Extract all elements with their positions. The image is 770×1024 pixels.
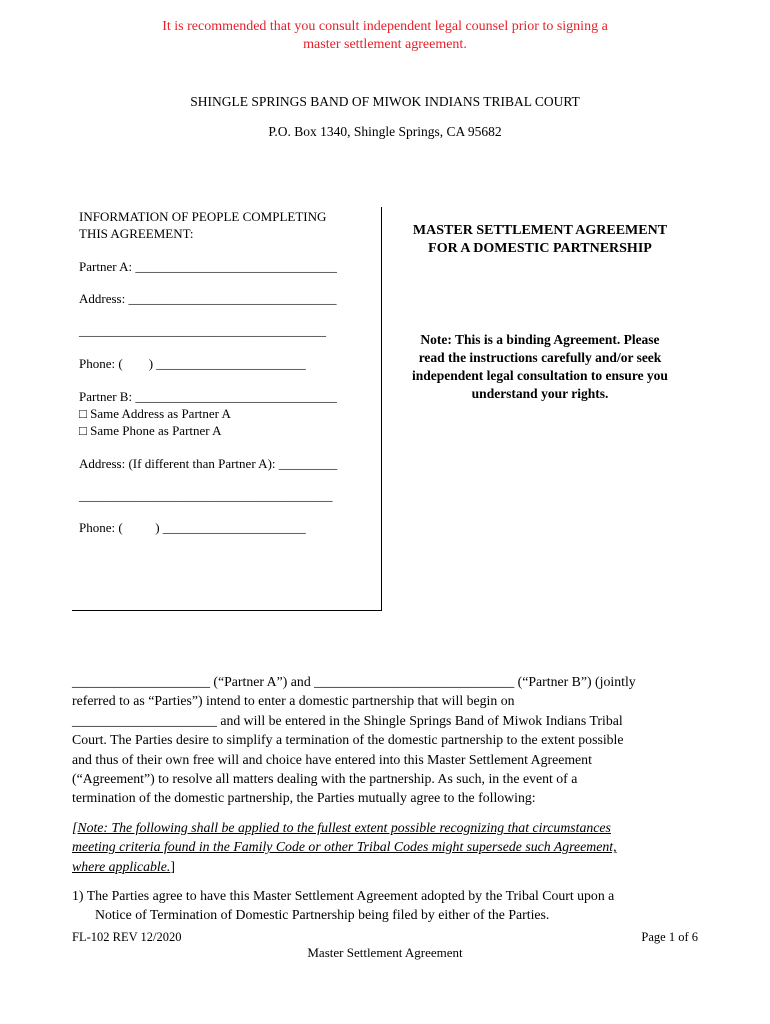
- note-line-2: meeting criteria found in the Family Code or other Tribal Codes might supersede such Agreement,: [72, 839, 617, 855]
- info-heading: [79, 208, 326, 242]
- form-id: FL-102 REV 12/2020: [72, 930, 182, 944]
- intro-line-5: and thus of their own free will and choice have entered into this Master Settlement Agreement: [72, 751, 592, 767]
- agreement-title: [380, 222, 700, 258]
- binding-note: [380, 331, 700, 403]
- address-b-field[interactable]: Address: (If different than Partner A): _________: [79, 456, 338, 471]
- binding-note-line-3: independent legal consultation to ensure you: [412, 368, 668, 383]
- intro-line-3[interactable]: _____________________ and will be entered in the Shingle Springs Band of Miwok Indians Tribal: [72, 712, 623, 728]
- court-name: SHINGLE SPRINGS BAND OF MIWOK INDIANS TRIBAL COURT: [190, 94, 580, 109]
- list-item-1-line-2: Notice of Termination of Domestic Partnership being filed by either of the Parties.: [95, 907, 550, 923]
- binding-note-line-2: read the instructions carefully and/or seek: [418, 350, 662, 365]
- same-address-checkbox[interactable]: □ Same Address as Partner A: [79, 406, 231, 421]
- info-heading-line-2: THIS AGREEMENT:: [79, 226, 194, 241]
- binding-note-line-4: understand your rights.: [471, 386, 609, 401]
- partner-b-field[interactable]: Partner B: _______________________________: [79, 389, 337, 404]
- intro-line-6: (“Agreement”) to resolve all matters dealing with the partnership. As such, in the event of a: [72, 771, 578, 787]
- intro-line-2: referred to as “Parties”) intend to enter a domestic partnership that will begin on: [72, 693, 515, 709]
- agreement-intro-paragraph: [72, 672, 692, 808]
- agreement-title-line-1: MASTER SETTLEMENT AGREEMENT: [412, 223, 668, 238]
- warning-line-1: It is recommended that you consult independent legal counsel prior to signing a: [162, 19, 608, 34]
- address-a-field[interactable]: Address: ________________________________: [79, 291, 337, 306]
- address-b-line2-field[interactable]: _______________________________________: [79, 488, 333, 503]
- list-item-1: [72, 886, 692, 925]
- address-a-line2-field[interactable]: ______________________________________: [79, 323, 326, 338]
- legal-counsel-warning: [0, 18, 770, 54]
- agreement-title-line-2: FOR A DOMESTIC PARTNERSHIP: [428, 241, 652, 256]
- info-heading-line-1: INFORMATION OF PEOPLE COMPLETING: [79, 209, 327, 224]
- note-line-1: [Note: The following shall be applied to the fullest extent possible recognizing that circumstances: [72, 820, 611, 835]
- intro-line-1[interactable]: ____________________ (“Partner A”) and _____________________________ (“Partner B”) (jointly: [72, 674, 636, 689]
- list-item-1-line-1: 1) The Parties agree to have this Master Settlement Agreement adopted by the Tribal Court upon a: [72, 888, 615, 903]
- page-number: Page 1 of 6: [641, 930, 698, 944]
- note-line-3: [72, 857, 692, 876]
- same-phone-checkbox[interactable]: □ Same Phone as Partner A: [79, 423, 222, 438]
- footer-doc-title: Master Settlement Agreement: [307, 945, 463, 960]
- note-line-3-end: ]: [170, 858, 175, 874]
- phone-b-field[interactable]: Phone: ( ) ______________________: [79, 520, 306, 535]
- binding-note-line-1: Note: This is a binding Agreement. Please: [420, 332, 660, 347]
- family-code-note: [72, 818, 692, 876]
- note-line-3-italic: where applicable.: [72, 858, 171, 874]
- court-address: P.O. Box 1340, Shingle Springs, CA 95682: [268, 124, 502, 139]
- phone-a-field[interactable]: Phone: ( ) _______________________: [79, 356, 306, 371]
- warning-line-2: master settlement agreement.: [303, 37, 467, 52]
- intro-line-7: termination of the domestic partnership, the Parties mutually agree to the following:: [72, 790, 536, 806]
- partner-a-field[interactable]: Partner A: _______________________________: [79, 259, 337, 274]
- intro-line-4: Court. The Parties desire to simplify a termination of the domestic partnership to the extent possible: [72, 732, 624, 748]
